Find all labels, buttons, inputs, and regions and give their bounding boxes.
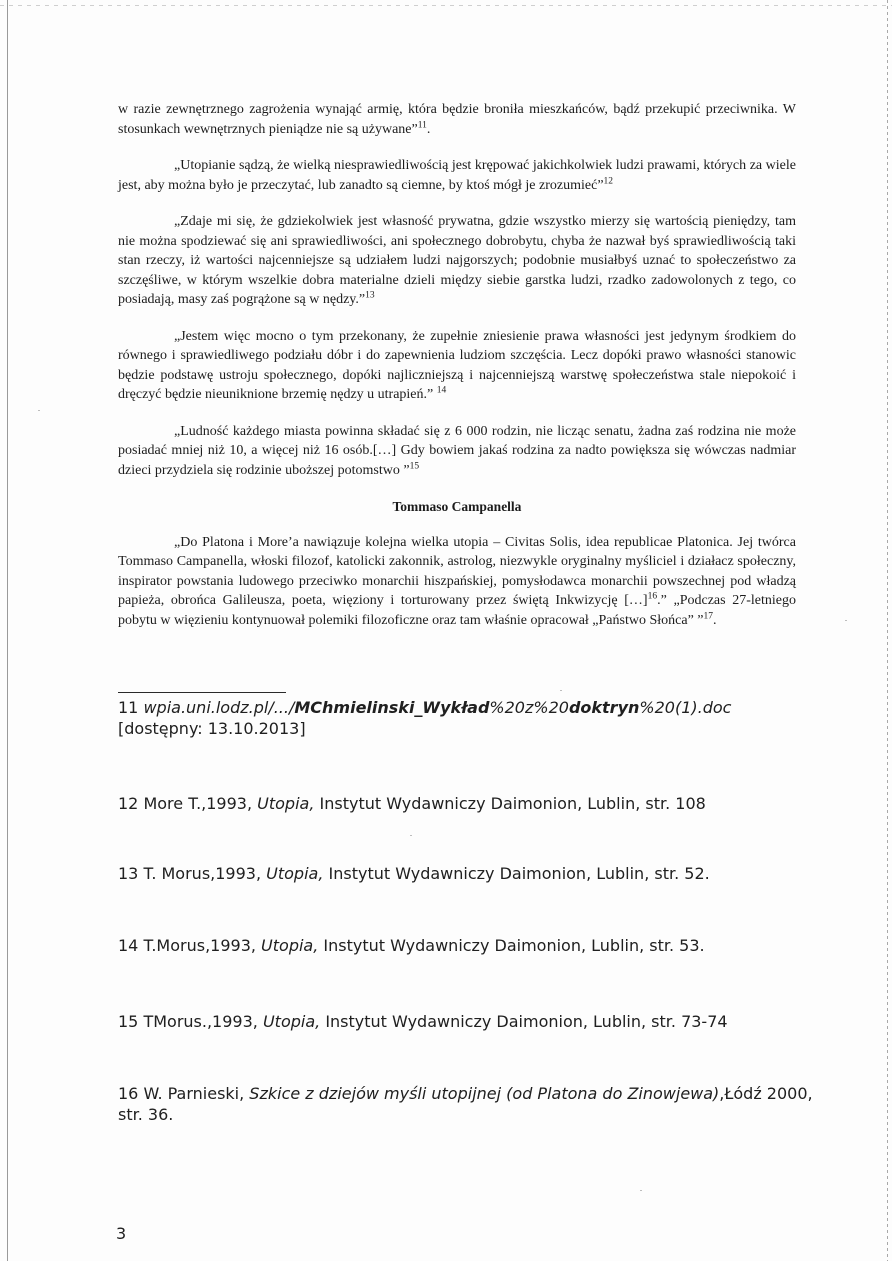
scan-speck xyxy=(845,620,847,621)
link-part: wpia.uni.lodz.pl/.../ xyxy=(143,698,295,717)
footnote-title: Utopia, xyxy=(262,1012,321,1031)
paragraph-text: „Zdaje mi się, że gdziekolwiek jest własność prywatna, gdzie wszystko mierzy się wartością pieniędzy, tam nie można spodziewać się ani sprawiedliwości, ani społecznego dobrobytu, chyba że nazwał byś sprawiedliwością taki stan rzeczy, iż wartości najcenniejsze są udziałem ludzi najgorszych; podobnie musiałbyś uznać to społeczeństwo za szczęśliwe, w którym wszelkie dobra materialne dzieli między siebie garstka ludzi, rzadko zadowolonych z tego, co posiadają, masy zaś pogrążone są w nędzy.” xyxy=(118,214,796,307)
footnote-author: T. Morus,1993, xyxy=(143,864,262,883)
footnote-link[interactable] xyxy=(143,698,731,717)
main-text xyxy=(118,100,796,647)
paragraph-3 xyxy=(118,212,796,310)
paragraph-6 xyxy=(118,533,796,631)
footnote-12 xyxy=(118,793,818,814)
footnote-ref-17: 17 xyxy=(703,610,713,621)
footnote-title: Utopia, xyxy=(257,794,315,813)
link-part-bold: doktryn xyxy=(568,698,640,717)
footnote-ref-11: 11 xyxy=(417,119,427,130)
footnote-ref-15: 15 xyxy=(409,460,420,471)
paragraph-5 xyxy=(118,422,796,481)
footnote-publisher: Instytut Wydawniczy Daimonion, Lublin, str. 108 xyxy=(319,794,706,813)
paragraph-4 xyxy=(118,327,796,405)
footnote-title: Utopia, xyxy=(266,864,324,883)
page-number: 3 xyxy=(116,1224,127,1243)
footnote-number: 13 xyxy=(118,864,139,883)
paragraph-text: „Utopianie sądzą, że wielką niesprawiedliwością jest krępować jakichkolwiek ludzi prawami, których za wiele jest, aby można było je przeczytać, lub zanadto są ciemne, by ktoś mógł je zrozumieć” xyxy=(118,158,796,193)
footnote-access-date: [dostępny: 13.10.2013] xyxy=(118,719,306,738)
footnote-15 xyxy=(118,1011,818,1032)
footnote-author: W. Parnieski, xyxy=(143,1084,245,1103)
footnote-13 xyxy=(118,863,818,884)
footnote-author: More T.,1993, xyxy=(143,794,253,813)
footnote-publisher: Instytut Wydawniczy Daimonion, Lublin, str. 53. xyxy=(323,936,705,955)
footnote-publisher: Instytut Wydawniczy Daimonion, Lublin, str. 73-74 xyxy=(325,1012,728,1031)
footnote-ref-13: 13 xyxy=(365,290,375,301)
footnote-title: Szkice z dziejów myśli utopijnej (od Platona do Zinowjewa) xyxy=(249,1084,720,1103)
footnote-number: 11 xyxy=(118,698,139,717)
footnote-number: 12 xyxy=(118,794,139,813)
footnote-ref-14: 14 xyxy=(436,385,447,396)
paragraph-tail: . xyxy=(713,612,717,628)
footnote-11 xyxy=(118,697,818,739)
paragraph-text: w razie zewnętrznego zagrożenia wynająć armię, która będzie broniła mieszkańców, bądź przekupić przeciwnika. W stosunkach wewnętrznych pieniądze nie są używane” xyxy=(118,102,796,137)
paragraph-1 xyxy=(118,100,796,139)
footnote-author: TMorus.,1993, xyxy=(143,1012,258,1031)
scan-speck xyxy=(410,835,412,836)
link-part: %20z%20 xyxy=(489,698,569,717)
paragraph-tail: . xyxy=(426,121,431,137)
scan-speck xyxy=(38,410,40,411)
scan-speck xyxy=(640,1190,642,1191)
footnote-separator xyxy=(118,692,286,693)
paragraph-text-continued: .” „Podczas 27-letniego pobytu w więzieniu kontynuował polemiki filozoficzne oraz tam właśnie opracował „Państwo Słońca” ” xyxy=(118,593,796,628)
footnote-16 xyxy=(118,1083,818,1125)
paragraph-text: „Do Platona i More’a nawiązuje kolejna wielka utopia – Civitas Solis, idea republicae Platonica. Jej twórca Tommaso Campanella, włoski filozof, katolicki zakonnik, astrolog, niezwykle oryginalny myśliciel i działacz społeczny, inspirator powstania ludowego przeciwko monarchii hiszpańskiej, pomysłodawca monarchii powszechnej pod władzą papieża, obrońca Galileusza, poeta, więziony i torturowany przez świętą Inkwizycję […] xyxy=(118,534,796,608)
paragraph-text: „Jestem więc mocno o tym przekonany, że zupełnie zniesienie prawa własności jest jedynym środkiem do równego i sprawiedliwego podziału dóbr i do zapewnienia ludziom szczęścia. Lecz dopóki prawo własności stanowic będzie podstawę ustroju społecznego, dopóki najliczniejszą i najcenniejszą warstwę społeczeństwa stale niepokoić i dręczyć będzie nieuniknione brzemię nędzy u utrapień.” xyxy=(118,328,796,402)
section-heading: Tommaso Campanella xyxy=(392,499,522,514)
footnote-number: 16 xyxy=(118,1084,139,1103)
footnote-author: T.Morus,1993, xyxy=(143,936,256,955)
link-part-bold: MChmielinski_Wykład xyxy=(294,698,490,717)
footnote-title: Utopia, xyxy=(261,936,319,955)
footnote-ref-12: 12 xyxy=(603,175,614,186)
scan-right-edge xyxy=(887,0,888,1261)
link-part: %20(1).doc xyxy=(639,698,732,717)
scan-left-edge xyxy=(7,0,8,1261)
footnote-number: 15 xyxy=(118,1012,139,1031)
footnote-publisher: ,Łódź 2000, str. 36. xyxy=(118,1084,813,1124)
footnote-ref-16: 16 xyxy=(647,591,658,602)
paragraph-text: „Ludność każdego miasta powinna składać się z 6 000 rodzin, nie licząc senatu, żadna zaś rodzina nie może posiadać mniej niż 10, a więcej niż 16 osób.[…] Gdy bowiem jakaś rodzina za nadto powiększa się wówczas nadmiar dzieci przydziela się rodzinie uboższej potomstwo ” xyxy=(118,423,796,478)
scan-speck xyxy=(560,690,562,691)
paragraph-2 xyxy=(118,156,796,195)
footnote-publisher: Instytut Wydawniczy Daimonion, Lublin, str. 52. xyxy=(328,864,710,883)
scan-top-edge xyxy=(0,5,892,6)
footnote-14 xyxy=(118,935,818,956)
footnote-number: 14 xyxy=(118,936,139,955)
